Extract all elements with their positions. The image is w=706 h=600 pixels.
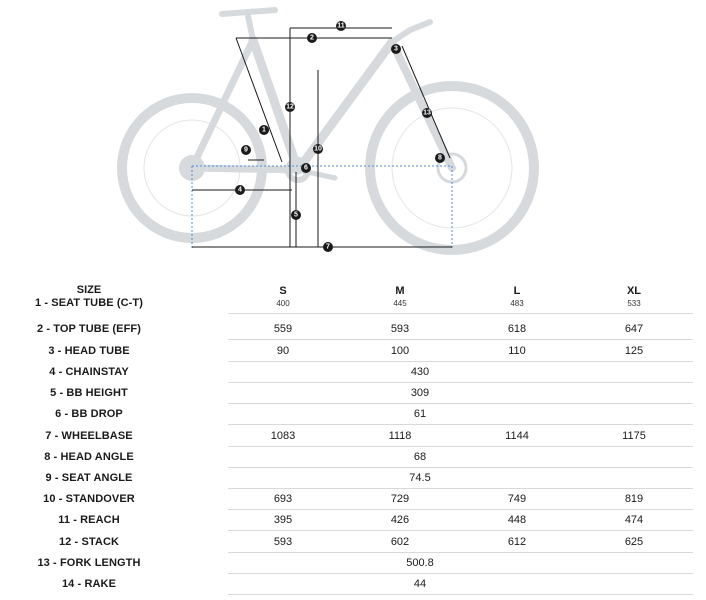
row-label: 3 - HEAD TUBE bbox=[48, 345, 130, 357]
svg-text:11: 11 bbox=[337, 22, 345, 30]
svg-text:6: 6 bbox=[304, 164, 308, 172]
table-row bbox=[0, 574, 706, 595]
table-row bbox=[0, 532, 706, 553]
callout-12 bbox=[285, 102, 295, 112]
svg-text:7: 7 bbox=[326, 243, 330, 251]
row-label: 6 - BB DROP bbox=[55, 408, 123, 420]
row-divider bbox=[228, 594, 693, 595]
table-row bbox=[0, 319, 706, 340]
row-divider bbox=[228, 339, 693, 340]
row-value: 612 bbox=[507, 536, 527, 548]
row-value-all-sizes: 309 bbox=[410, 387, 430, 399]
row-value: 618 bbox=[507, 323, 527, 335]
row-value: 474 bbox=[624, 514, 644, 526]
row-value: 1175 bbox=[622, 430, 646, 442]
row-value: 125 bbox=[624, 345, 644, 357]
row-value: 625 bbox=[624, 536, 644, 548]
row-value-all-sizes: 61 bbox=[413, 408, 427, 420]
row-label: 13 - FORK LENGTH bbox=[37, 557, 141, 569]
svg-text:2: 2 bbox=[310, 34, 314, 42]
svg-text:4: 4 bbox=[238, 186, 242, 194]
callout-11 bbox=[336, 21, 346, 31]
row-divider bbox=[228, 313, 693, 314]
frame-size: 533 bbox=[627, 299, 641, 308]
size-name: M bbox=[395, 285, 405, 297]
callout-3 bbox=[391, 44, 401, 54]
table-row bbox=[0, 426, 706, 447]
frame-size: 445 bbox=[393, 299, 407, 308]
row-value-all-sizes: 430 bbox=[410, 366, 430, 378]
svg-text:8: 8 bbox=[438, 154, 442, 162]
table-row bbox=[0, 383, 706, 404]
svg-text:9: 9 bbox=[244, 146, 248, 154]
row-label: 14 - RAKE bbox=[61, 578, 117, 590]
svg-text:1: 1 bbox=[262, 126, 266, 134]
size-name: S bbox=[279, 285, 287, 297]
saddle bbox=[222, 10, 275, 14]
frame-size: 483 bbox=[510, 299, 524, 308]
row-value: 100 bbox=[390, 345, 410, 357]
callout-9 bbox=[241, 145, 251, 155]
row-value-all-sizes: 74.5 bbox=[409, 472, 431, 484]
row-label: 10 - STANDOVER bbox=[43, 493, 135, 505]
row-value: 110 bbox=[508, 345, 526, 357]
svg-text:5: 5 bbox=[294, 211, 298, 219]
callout-8 bbox=[435, 153, 445, 163]
row-value-all-sizes: 68 bbox=[413, 451, 427, 463]
size-name: XL bbox=[626, 285, 642, 297]
row-value: 602 bbox=[390, 536, 410, 548]
table-row bbox=[0, 489, 706, 510]
table-row bbox=[0, 468, 706, 489]
row-value-all-sizes: 44 bbox=[413, 578, 427, 590]
table-row bbox=[0, 341, 706, 362]
callout-2 bbox=[307, 33, 317, 43]
svg-text:10: 10 bbox=[314, 145, 322, 153]
row-divider bbox=[228, 424, 693, 425]
dimension-callouts bbox=[235, 21, 445, 252]
callout-6 bbox=[301, 163, 311, 173]
size-header: SIZE bbox=[76, 284, 102, 296]
row-label: 4 - CHAINSTAY bbox=[49, 366, 129, 378]
row-label: 1 - SEAT TUBE (C-T) bbox=[34, 297, 144, 309]
row-label: 2 - TOP TUBE (EFF) bbox=[36, 323, 142, 335]
row-value: 749 bbox=[507, 493, 527, 505]
table-row bbox=[0, 362, 706, 383]
table-row bbox=[0, 447, 706, 468]
size-name: L bbox=[513, 285, 521, 297]
row-value: 395 bbox=[273, 514, 293, 526]
row-value: 448 bbox=[507, 514, 527, 526]
row-value: 426 bbox=[390, 514, 410, 526]
row-value: 90 bbox=[276, 345, 290, 357]
row-label: 12 - STACK bbox=[58, 536, 120, 548]
table-row bbox=[0, 553, 706, 574]
row-value: 693 bbox=[273, 493, 293, 505]
callout-4 bbox=[235, 185, 245, 195]
row-value: 819 bbox=[624, 493, 644, 505]
row-value: 647 bbox=[624, 323, 644, 335]
row-value: 593 bbox=[390, 323, 410, 335]
svg-text:13: 13 bbox=[423, 109, 431, 117]
callout-7 bbox=[323, 242, 333, 252]
frame-size: 400 bbox=[276, 299, 290, 308]
bike-silhouette bbox=[122, 10, 534, 250]
row-label: 8 - HEAD ANGLE bbox=[44, 451, 134, 463]
callout-13 bbox=[422, 108, 432, 118]
row-label: 7 - WHEELBASE bbox=[45, 430, 133, 442]
table-row bbox=[0, 293, 706, 314]
row-value-all-sizes: 500.8 bbox=[406, 557, 434, 569]
row-divider bbox=[228, 530, 693, 531]
svg-text:3: 3 bbox=[394, 45, 398, 53]
table-row bbox=[0, 510, 706, 531]
row-label: 11 - REACH bbox=[58, 514, 120, 526]
row-value: 593 bbox=[273, 536, 293, 548]
row-value: 1083 bbox=[270, 430, 296, 442]
callout-5 bbox=[291, 210, 301, 220]
row-label: 9 - SEAT ANGLE bbox=[45, 472, 133, 484]
bike-geometry-diagram bbox=[0, 0, 706, 265]
row-value: 1144 bbox=[505, 430, 529, 442]
callout-1 bbox=[259, 125, 269, 135]
svg-text:12: 12 bbox=[286, 103, 294, 111]
table-row bbox=[0, 404, 706, 425]
row-value: 729 bbox=[390, 493, 410, 505]
row-label: 5 - BB HEIGHT bbox=[50, 387, 128, 399]
callout-10 bbox=[313, 144, 323, 154]
row-value: 559 bbox=[273, 323, 293, 335]
row-value: 1118 bbox=[388, 430, 412, 442]
